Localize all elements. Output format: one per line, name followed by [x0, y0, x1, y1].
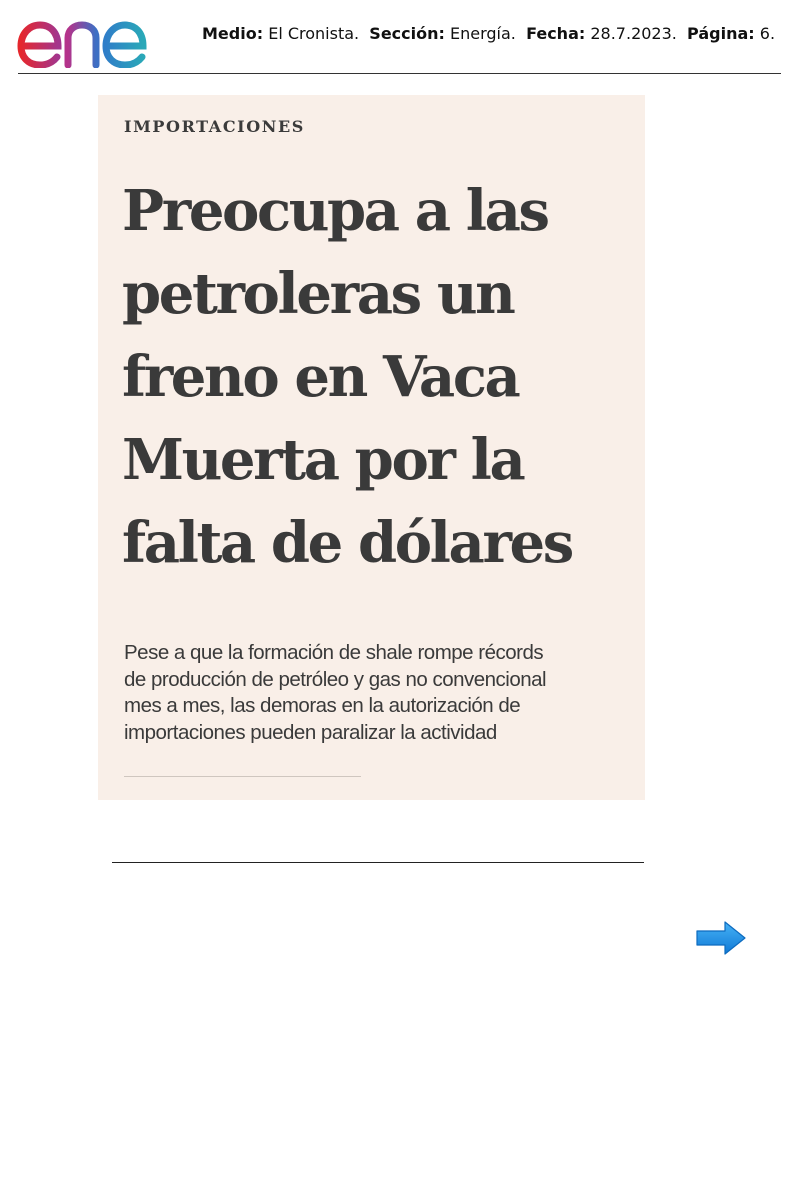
article-headline	[122, 170, 632, 585]
clipping-divider	[124, 776, 361, 777]
headline-line: Muerta por la	[122, 427, 524, 493]
pagina-label: Página:	[687, 24, 755, 43]
deck-line: mes a mes, las demoras en la autorización de	[124, 694, 521, 717]
header-divider	[18, 73, 781, 74]
deck-line: de producción de petróleo y gas no convencional	[124, 667, 547, 691]
fecha-label: Fecha:	[526, 24, 586, 43]
fecha-value: 28.7.2023.	[590, 24, 677, 43]
footer-divider	[112, 862, 644, 863]
enel-logo	[16, 6, 182, 68]
pagina-value: 6.	[759, 24, 776, 43]
headline-line: freno en Vaca	[122, 344, 519, 410]
article-kicker: IMPORTACIONES	[124, 117, 305, 136]
deck-line: importaciones pueden paralizar la actividad	[124, 720, 497, 744]
headline-line: falta de dólares	[122, 510, 572, 576]
source-metadata	[202, 24, 775, 43]
article-clipping	[98, 95, 645, 800]
headline-line: Preocupa a las	[122, 178, 548, 244]
seccion-value: Energía.	[450, 24, 516, 43]
headline-line: petroleras un	[122, 261, 514, 327]
deck-line: Pese a que la formación de shale rompe récords	[124, 641, 544, 664]
arrow-right-icon[interactable]	[695, 920, 747, 956]
seccion-label: Sección:	[369, 24, 445, 43]
medio-value: El Cronista.	[268, 24, 360, 43]
article-deck	[124, 640, 624, 746]
medio-label: Medio:	[202, 24, 264, 43]
